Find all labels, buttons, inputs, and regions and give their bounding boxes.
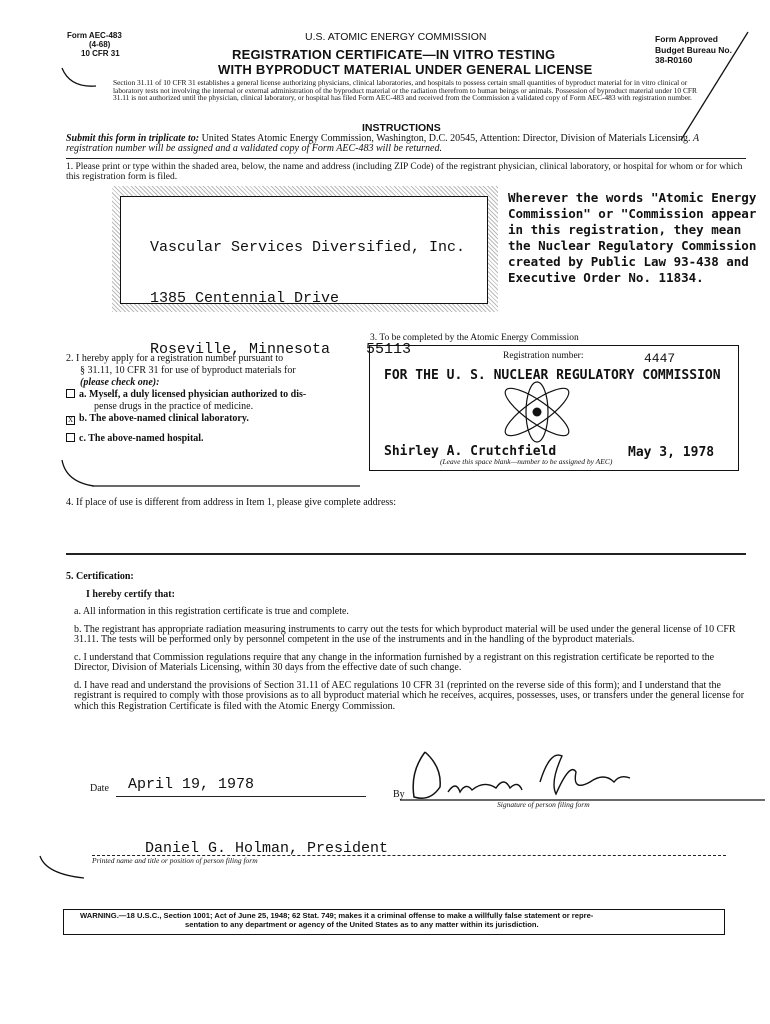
warning-line: WARNING.—18 U.S.C., Section 1001; Act of June 25, 1948; 62 Stat. 749; makes it a criminal offense to make a willfully false statement or repre- bbox=[80, 911, 594, 920]
issuing-agency: FOR THE U. S. NUCLEAR REGULATORY COMMISSION bbox=[384, 368, 721, 383]
item2-block bbox=[66, 353, 356, 445]
nrc-note: Wherever the words "Atomic Energy Commission" or "Commission appear in this registration, they mean the Nuclear Regulatory Commission created by Public Law 93-438 and Executive Order No. 11834. bbox=[508, 190, 757, 285]
corner-marks-3 bbox=[0, 850, 120, 890]
date-value[interactable]: April 19, 1978 bbox=[128, 776, 255, 793]
warning-text bbox=[80, 912, 720, 929]
corner-marks bbox=[0, 0, 770, 140]
form-title-line2: WITH BYPRODUCT MATERIAL UNDER GENERAL LICENSE bbox=[218, 62, 593, 77]
date-line bbox=[116, 796, 366, 797]
certification-a: a. All information in this registration certificate is true and complete. bbox=[74, 606, 349, 617]
warning-line: sentation to any department or agency of the United States as to any matter within its jurisdiction. bbox=[185, 919, 539, 929]
approval-line: 38-R0160 bbox=[655, 55, 693, 65]
agency-name: U.S. ATOMIC ENERGY COMMISSION bbox=[305, 31, 487, 43]
registration-number-label: Registration number: bbox=[503, 351, 584, 361]
address-line: Vascular Services Diversified, Inc. bbox=[150, 239, 466, 256]
signature-label: Signature of person filing form bbox=[497, 800, 590, 809]
certification-b: b. The registrant has appropriate radiation measuring instruments to carry out the tests for which byproduct material will be used under the general license of 10 CFR 31.11. The tests will be performed only by personnel competent in the use of the instruments and in the handling of the byproduct materials. bbox=[74, 623, 736, 645]
instructions-body: United States Atomic Energy Commission, Washington, D.C. 20545, Attention: Director, Division of Materials Licensing. bbox=[201, 133, 691, 144]
item3-label: 3. To be completed by the Atomic Energy Commission bbox=[370, 333, 579, 343]
instructions-lead: Submit this form in triplicate to: bbox=[66, 133, 200, 144]
certification-intro: I hereby certify that: bbox=[86, 588, 175, 600]
approval-date: May 3, 1978 bbox=[628, 445, 715, 460]
nrc-signer: Shirley A. Crutchfield bbox=[384, 444, 557, 459]
date-label: Date bbox=[90, 783, 109, 794]
approval-line: Budget Bureau No. bbox=[655, 44, 732, 55]
registration-note: (Leave this space blank—number to be assigned by AEC) bbox=[440, 457, 613, 466]
instructions-text bbox=[66, 134, 746, 154]
option-b-label: b. The above-named clinical laboratory. bbox=[79, 413, 249, 424]
form-cfr: 10 CFR 31 bbox=[81, 49, 120, 58]
instructions-note: A registration number will be assigned and a validated copy of Form AEC-483 will be returned. bbox=[66, 133, 699, 154]
by-label: By bbox=[393, 789, 405, 800]
instructions-heading: INSTRUCTIONS bbox=[362, 122, 441, 134]
printed-name-label: Printed name and title or position of person filing form bbox=[92, 856, 258, 865]
form-number: Form AEC-483 bbox=[67, 31, 122, 40]
form-title-line1: REGISTRATION CERTIFICATE—IN VITRO TESTING bbox=[232, 47, 556, 62]
section-text: Section 31.11 of 10 CFR 31 establishes a general license authorizing physicians, clinical laboratories, and hospitals to possess certain small quantities of byproduct material for in vitro clinical or laboratory tests not involving the internal or external administration of the byproduct material or the radiation therefrom to human beings or animals. Possession of byproduct material under 10 CFR 31.11 is not authorized until the physician, clinical laboratory, or hospital has filed Form AEC-483 and received from the Commission a validated copy of Form AEC-483 with registration number. bbox=[113, 78, 697, 103]
corner-marks-2 bbox=[0, 440, 770, 520]
item4-text: 4. If place of use is different from address in Item 1, please give complete address: bbox=[66, 497, 396, 508]
certification-c: c. I understand that Commission regulations require that any change in the information furnished by a registrant on this registration certificate be reported to the Director, Division of Materials Licensing, within 30 days from the effective date of such change. bbox=[74, 651, 715, 673]
checkbox-a[interactable] bbox=[66, 389, 75, 398]
address-line: Roseville, Minnesota 55113 bbox=[150, 341, 412, 358]
approval-line: Form Approved bbox=[655, 34, 718, 44]
divider bbox=[66, 553, 746, 555]
option-a-label: a. Myself, a duly licensed physician authorized to dis- bbox=[79, 389, 307, 400]
item1-text: 1. Please print or type within the shaded area, below, the name and address (including ZIP Code) of the registrant physician, clinical laboratory, or hospital for whom or for which this registration form is filed. bbox=[66, 162, 743, 182]
option-a[interactable] bbox=[66, 389, 356, 401]
divider bbox=[66, 158, 746, 159]
registration-number: 4447 bbox=[644, 351, 676, 366]
option-b[interactable] bbox=[66, 413, 356, 425]
item2-instruction: (please check one): bbox=[80, 377, 160, 388]
printed-name[interactable]: Daniel G. Holman, President bbox=[145, 840, 389, 857]
atom-seal-icon bbox=[492, 378, 582, 446]
certification-block bbox=[66, 572, 746, 719]
certification-d: d. I have read and understand the provisions of Section 31.11 of AEC regulations 10 CFR 31 (reprinted on the reverse side of this form); and I understand that the registrant is required to comply with those provisions as to all byproduct material which he receives, acquires, possesses, uses, or transfers under the general license for which this Registration Certificate is filed with the Atomic Energy Commission. bbox=[74, 679, 745, 712]
checkbox-b[interactable]: X bbox=[67, 416, 74, 424]
item2-text: 2. I hereby apply for a registration number pursuant to bbox=[66, 353, 284, 364]
option-c-label: c. The above-named hospital. bbox=[79, 433, 204, 444]
certification-heading: 5. Certification: bbox=[66, 571, 134, 582]
option-a-label-cont: pense drugs in the practice of medicine. bbox=[94, 401, 254, 412]
address-line: 1385 Centennial Drive bbox=[150, 290, 340, 307]
item2-text: § 31.11, 10 CFR 31 for use of byproduct materials for bbox=[80, 365, 296, 376]
form-revision: (4-68) bbox=[89, 40, 111, 49]
